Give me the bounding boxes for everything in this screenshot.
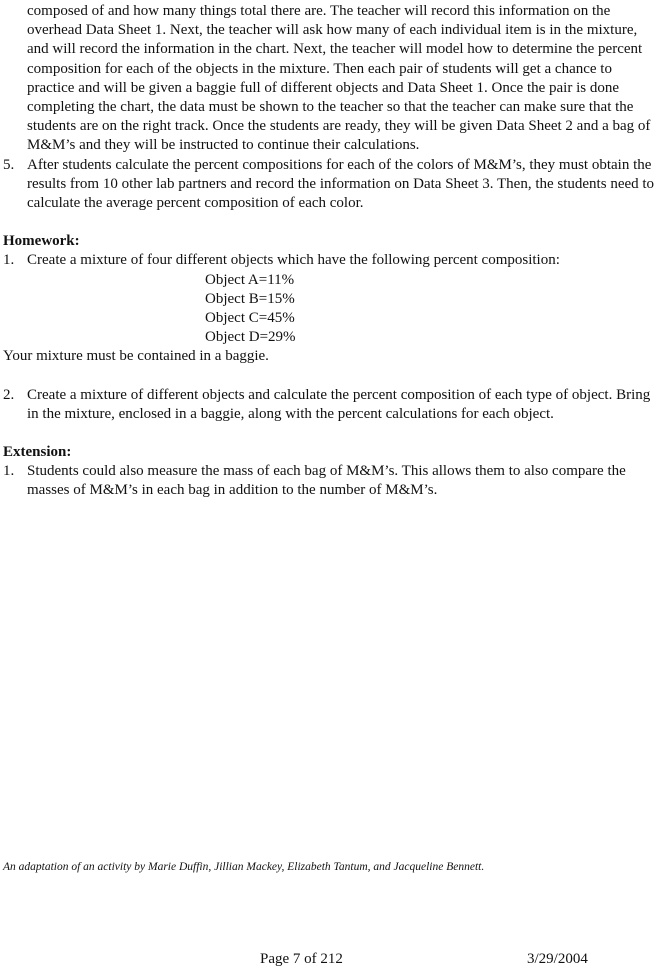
extension-item-1-text: Students could also measure the mass of each bag of M&M’s. This allows them to also compare the masses of M&M’s in each bag in addition to the number of M&M’s. bbox=[27, 463, 626, 499]
homework-item-1-number: 1. bbox=[3, 252, 15, 269]
object-b-composition: Object B=15% bbox=[205, 290, 295, 307]
spacer bbox=[3, 213, 661, 232]
object-d-composition: Object D=29% bbox=[205, 329, 296, 346]
homework-item-1-text: Create a mixture of four different objects which have the following percent composition: bbox=[27, 252, 560, 269]
homework-heading: Homework: bbox=[3, 233, 80, 250]
object-a-composition: Object A=11% bbox=[205, 271, 295, 288]
extension-item-1 bbox=[3, 462, 661, 500]
extension-item-1-number: 1. bbox=[3, 463, 15, 480]
baggie-note: Your mixture must be contained in a baggie. bbox=[3, 348, 269, 365]
step-5 bbox=[3, 156, 661, 214]
footer-date: 3/29/2004 bbox=[527, 951, 588, 967]
step-5-number: 5. bbox=[3, 156, 15, 173]
homework-item-2-number: 2. bbox=[3, 386, 15, 403]
object-composition-list bbox=[3, 271, 661, 348]
document-body bbox=[3, 2, 661, 501]
object-c-composition: Object C=45% bbox=[205, 310, 295, 327]
spacer bbox=[3, 367, 661, 386]
step-5-text: After students calculate the percent compositions for each of the colors of M&M’s, they must obtain the results from 10 other lab partners and record the information on Data Sheet 3. Then, the students need to calculate the average percent composition of each color. bbox=[27, 156, 655, 212]
homework-item-2 bbox=[3, 386, 661, 424]
spacer bbox=[3, 424, 661, 443]
homework-item-2-text: Create a mixture of different objects and calculate the percent composition of each type of object. Bring in the mixture, enclosed in a baggie, along with the percent calculations for each object. bbox=[27, 386, 651, 422]
page-number: Page 7 of 212 bbox=[260, 951, 343, 967]
step-4-continuation: composed of and how many things total there are. The teacher will record this information on the overhead Data Sheet 1. Next, the teacher will ask how many of each individual item is in the mixture, and will record the information in the chart. Next, the teacher will model how to determine the percent composition for each of the objects in the mixture. Then each pair of students will get a chance to practice and will be given a baggie full of different objects and Data Sheet 1. Once the pair is done completing the chart, the data must be shown to the teacher so that the teacher can make sure that the students are on the right track. Once the students are ready, they will be given Data Sheet 2 and a bag of M&M’s and they will be instructed to continue their calculations. bbox=[27, 3, 651, 154]
attribution-note: An adaptation of an activity by Marie Duffin, Jillian Mackey, Elizabeth Tantum, and Jacqueline Bennett. bbox=[3, 861, 485, 873]
extension-heading: Extension: bbox=[3, 444, 72, 461]
homework-item-1 bbox=[3, 251, 661, 270]
